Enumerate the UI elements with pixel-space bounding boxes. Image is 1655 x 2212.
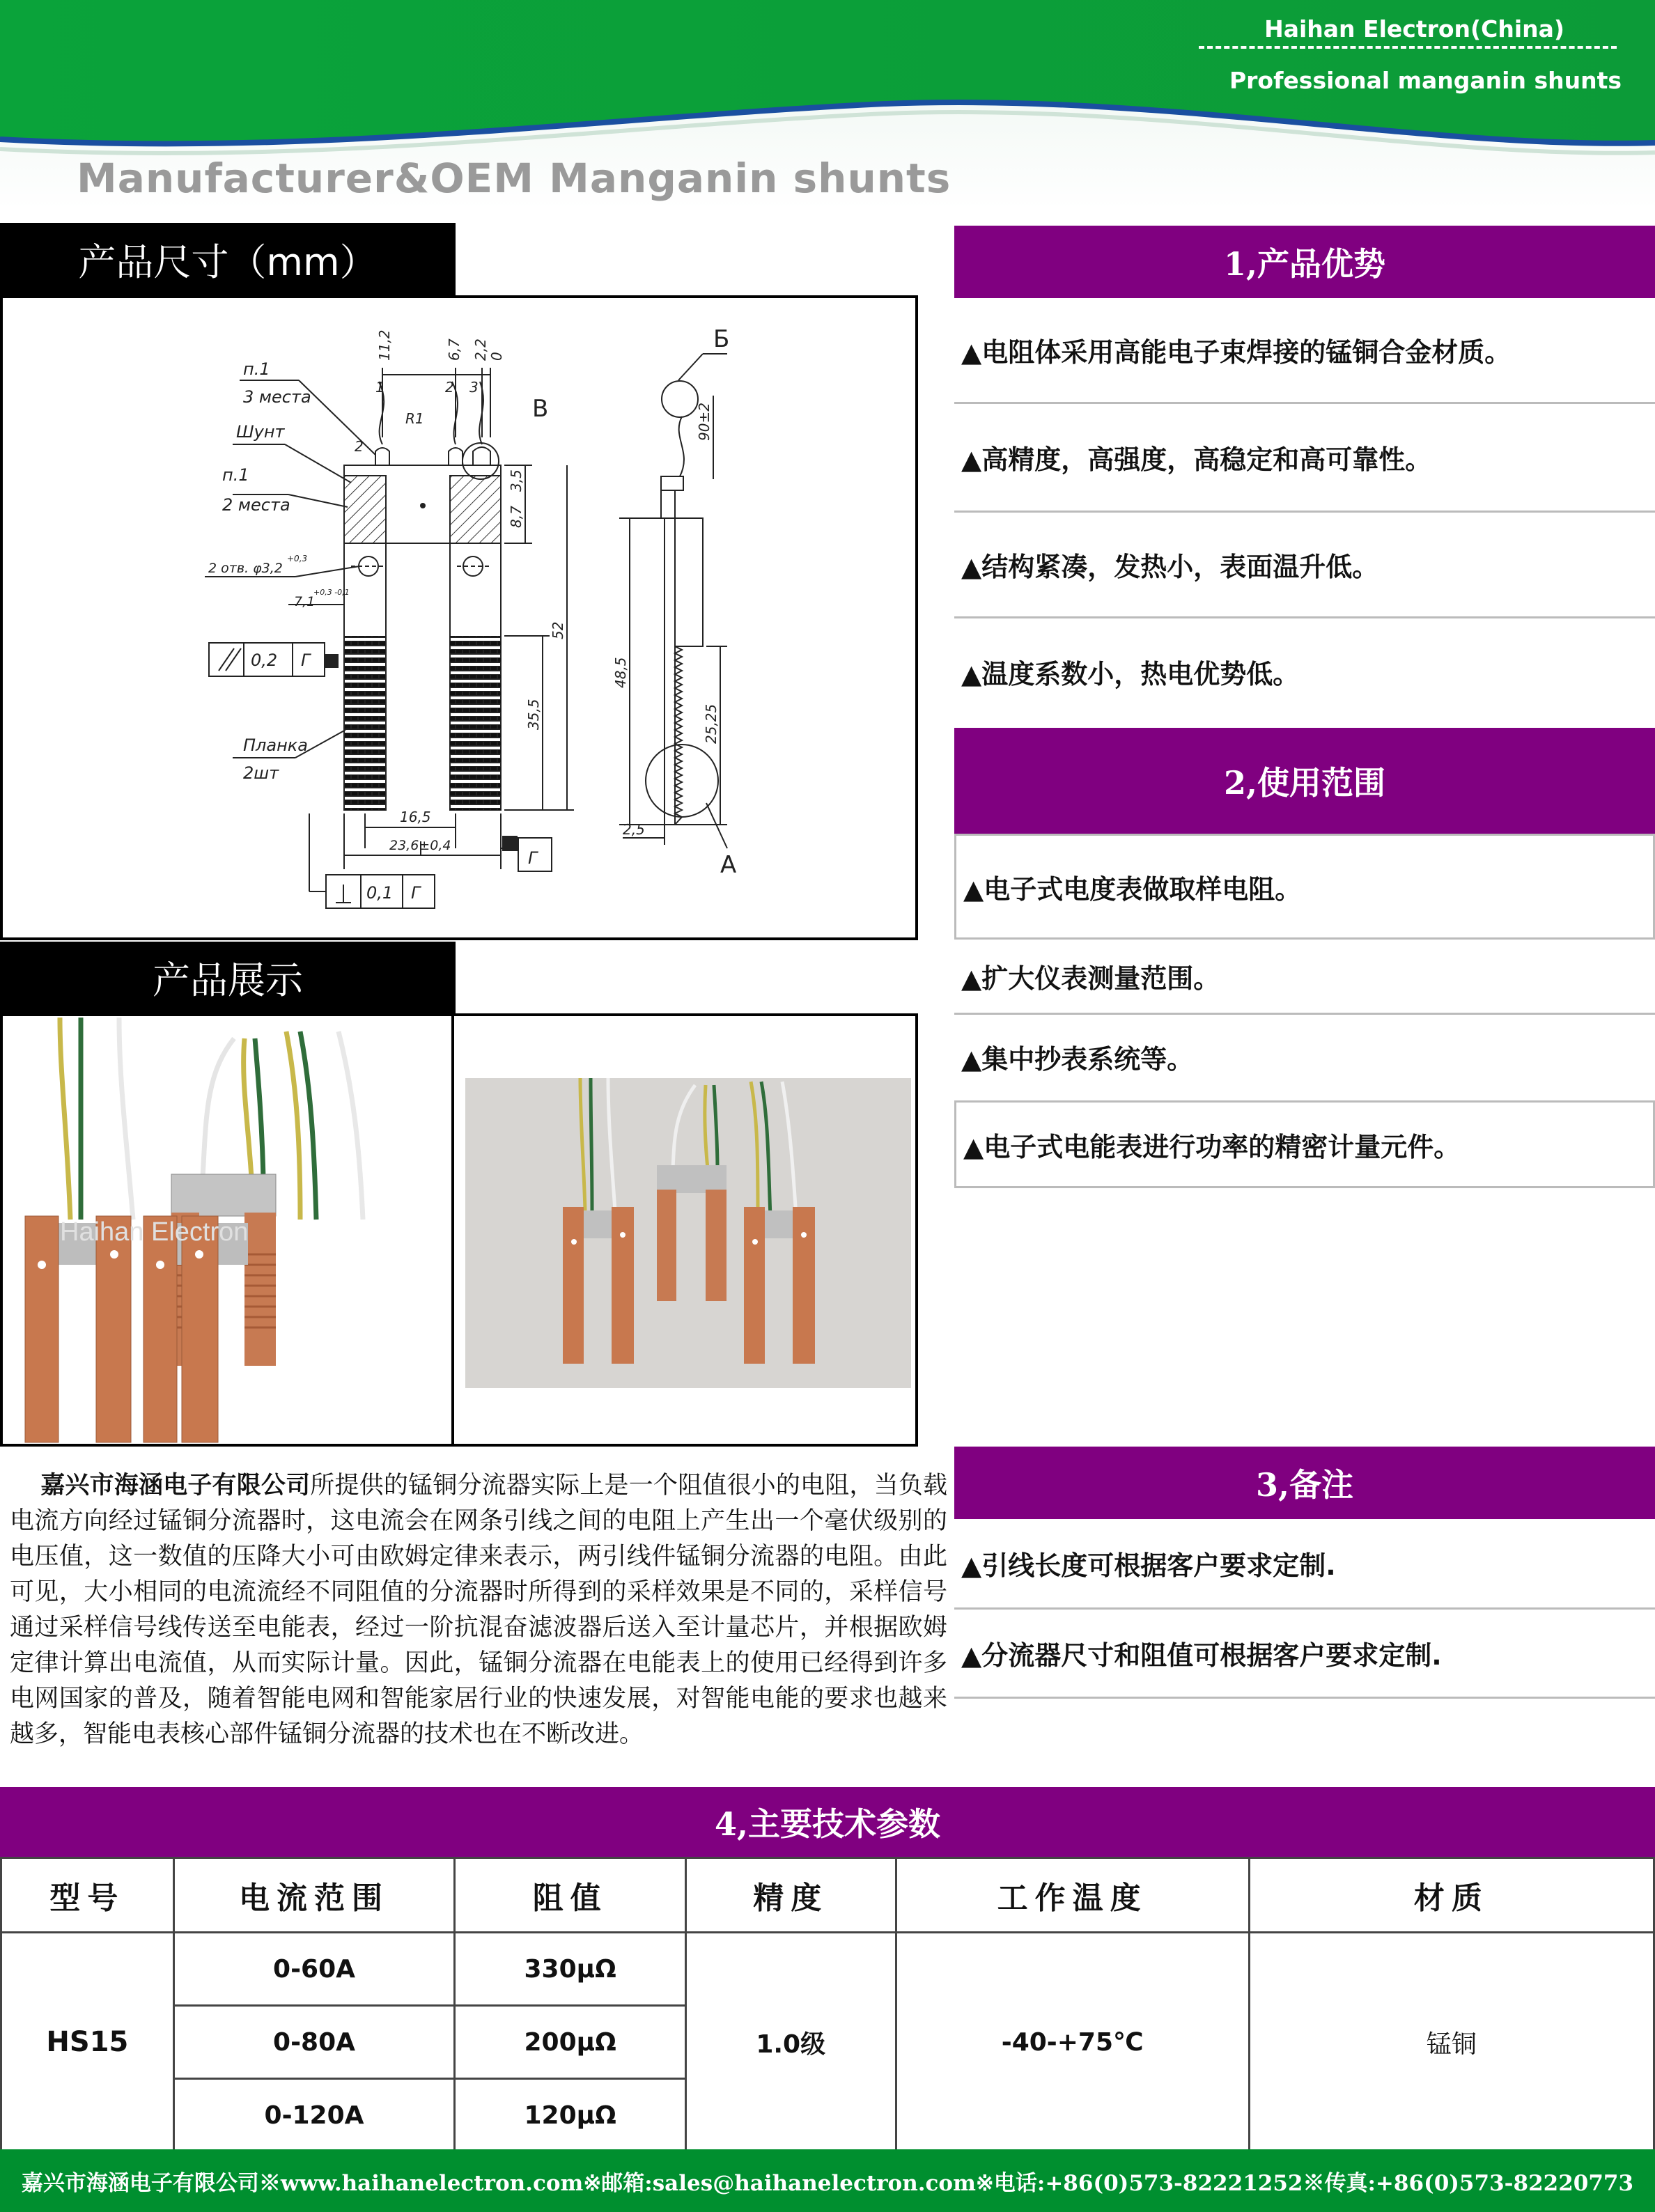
usage-item: ▲电子式电度表做取样电阻。 xyxy=(954,834,1655,940)
label-2-5: 2,5 xyxy=(623,821,645,838)
label-25-25: 25,25 xyxy=(703,703,720,744)
table-header-row xyxy=(1,1858,1654,1933)
label-p1-2: п.1 xyxy=(222,465,249,485)
label-shunt: Шунт xyxy=(236,422,285,442)
product-photo-2 xyxy=(465,1078,911,1388)
label-2-places: 2 места xyxy=(222,495,290,515)
label-datum-g2: Г xyxy=(528,848,538,868)
shunt-photo-graphic-2 xyxy=(465,1078,911,1388)
shunt-photo-graphic xyxy=(4,1018,450,1444)
display-label: 产品展示 xyxy=(0,942,456,1013)
product-photo-1 xyxy=(4,1018,450,1444)
label-datum-g3: Г xyxy=(411,883,421,903)
label-3-places: 3 места xyxy=(243,387,311,407)
usage-title: 2,使用范围 xyxy=(954,728,1655,834)
label-0: 0 xyxy=(488,352,505,361)
label-35-5: 35,5 xyxy=(525,699,542,730)
cell-current: 0-60A xyxy=(173,1933,454,2006)
banner-title: Manufacturer&OEM Manganin shunts xyxy=(77,155,951,202)
usage-item: ▲扩大仪表测量范围。 xyxy=(954,940,1655,1015)
header-slogan: Professional manganin shunts xyxy=(1229,67,1622,94)
advantage-item: ▲结构紧凑，发热小，表面温升低。 xyxy=(954,513,1655,618)
label-7-1: 7,1 xyxy=(294,594,316,609)
label-p1-3: п.1 xyxy=(243,359,270,379)
cell-resistance: 120μΩ xyxy=(455,2079,686,2152)
specs-title: 4,主要技术参数 xyxy=(0,1787,1655,1857)
label-52: 52 xyxy=(550,621,566,639)
note-item: ▲分流器尺寸和阻值可根据客户要求定制. xyxy=(954,1610,1655,1699)
label-wire-2: 2 xyxy=(445,379,454,396)
label-bb: Б xyxy=(713,325,730,353)
advantage-item: ▲电阻体采用高能电子束焊接的锰铜合金材质。 xyxy=(954,298,1655,404)
photo-divider xyxy=(451,1013,454,1447)
label-wire-3: 3 xyxy=(469,379,479,396)
cell-model: HS15 xyxy=(1,1933,174,2152)
intro-company: 嘉兴市海涵电子有限公司 xyxy=(40,1472,311,1500)
label-2-2: 2,2 xyxy=(472,338,489,361)
header-model: 型号 xyxy=(1,1858,174,1933)
cell-precision: 1.0级 xyxy=(685,1933,896,2152)
table-row xyxy=(1,1933,1654,2006)
label-6-7: 6,7 xyxy=(446,338,463,361)
cell-current: 0-80A xyxy=(173,2006,454,2079)
advantage-item: ▲高精度，高强度，高稳定和高可靠性。 xyxy=(954,404,1655,513)
dimension-drawing xyxy=(0,295,918,940)
header-resistance: 阻值 xyxy=(455,1858,686,1933)
footer-contact: 嘉兴市海涵电子有限公司※www.haihanelectron.com※邮箱:sales@haihanelectron.com※电话:+86(0)573-82221252※传真:+86(0)573-82220773 xyxy=(0,2149,1655,2212)
dimensions-label: 产品尺寸（mm） xyxy=(0,223,456,295)
intro-paragraph xyxy=(10,1468,947,1752)
header-current: 电流范围 xyxy=(173,1858,454,1933)
label-plank: Планка xyxy=(243,735,308,755)
company-name: Haihan Electron(China) xyxy=(1264,15,1564,42)
label-flatness: 0,2 xyxy=(251,651,278,670)
label-a: A xyxy=(720,851,737,879)
label-r1: R1 xyxy=(405,410,424,427)
label-16-5: 16,5 xyxy=(400,809,431,825)
cell-resistance: 200μΩ xyxy=(455,2006,686,2079)
label-7-1-tol: +0,3 -0,1 xyxy=(313,588,350,597)
label-b: B xyxy=(532,395,549,423)
label-2: 2 xyxy=(355,438,364,455)
label-datum-g1: Г xyxy=(301,651,311,670)
label-3-5: 3,5 xyxy=(508,469,525,492)
label-23-6: 23,6±0,4 xyxy=(389,838,451,853)
label-11-2: 11,2 xyxy=(376,329,393,361)
cell-current: 0-120A xyxy=(173,2079,454,2152)
advantages-title: 1,产品优势 xyxy=(954,226,1655,298)
intro-text: 所提供的锰铜分流器实际上是一个阻值很小的电阻，当负载电流方向经过锰铜分流器时，这电流会在网条引线之间的电阻上产生出一个毫伏级别的电压值，这一数值的压降大小可由欧姆定律来表示，两引线件锰铜分流器的电阻。由此可见，大小相同的电流流经不同阻值的分流器时所得到的采样效果是不同的，采样信号通过采样信号线传送至电能表，经过一阶抗混奋滤波器后送入至计量芯片，并根据欧姆定律计算出电流值，从而实际计量。因此，锰铜分流器在电能表上的使用已经得到许多电网国家的普及，随着智能电网和智能家居行业的快速发展，对智能电能的要求也越来越多，智能电表核心部件锰铜分流器的技术也在不断改进。 xyxy=(10,1472,947,1748)
technical-drawing xyxy=(3,298,915,937)
label-wire-1: 1 xyxy=(375,379,384,396)
header-temperature: 工作温度 xyxy=(896,1858,1249,1933)
spec-table xyxy=(0,1857,1655,2153)
label-perpendicularity: 0,1 xyxy=(366,883,394,903)
usage-item: ▲集中抄表系统等。 xyxy=(961,1043,1194,1075)
cell-resistance: 330μΩ xyxy=(455,1933,686,2006)
label-holes-tol: +0,3 xyxy=(287,554,308,563)
header-material: 材质 xyxy=(1249,1858,1654,1933)
label-90: 90±2 xyxy=(696,403,713,441)
photo-watermark: Haihan Electron xyxy=(60,1217,249,1247)
header-precision: 精度 xyxy=(685,1858,896,1933)
cell-material: 锰铜 xyxy=(1249,1933,1654,2152)
usage-item: ▲电子式电能表进行功率的精密计量元件。 xyxy=(954,1100,1655,1188)
notes-title: 3,备注 xyxy=(954,1447,1655,1519)
label-8-7: 8,7 xyxy=(508,506,525,528)
note-item: ▲引线长度可根据客户要求定制. xyxy=(954,1519,1655,1610)
advantage-item: ▲温度系数小，热电优势低。 xyxy=(961,658,1300,690)
header-divider xyxy=(1199,46,1617,49)
label-48-5: 48,5 xyxy=(612,657,629,688)
cell-temperature: -40-+75℃ xyxy=(896,1933,1249,2152)
label-holes: 2 отв. φ3,2 xyxy=(208,561,283,576)
label-2pcs: 2шт xyxy=(243,763,279,783)
